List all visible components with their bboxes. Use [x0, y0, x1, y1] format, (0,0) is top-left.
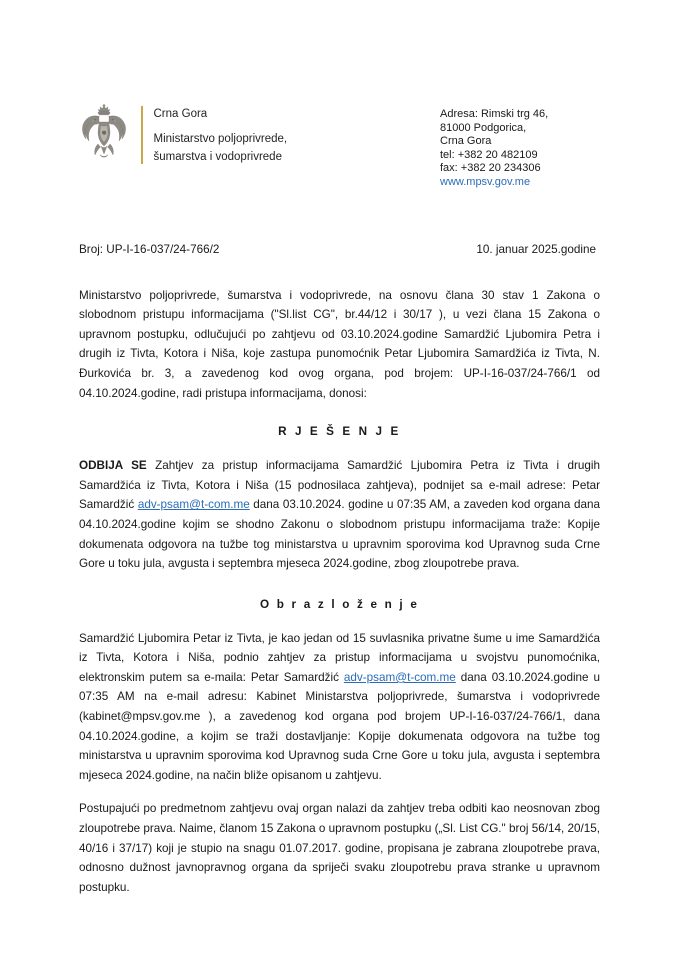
document-date: 10. januar 2025.godine — [476, 242, 596, 256]
explanation-heading: O b r a z l o ž e n j e — [259, 597, 420, 611]
reference-row — [79, 242, 600, 258]
contact-block — [440, 104, 600, 190]
document-number: Broj: UP-I-16-037/24-766/2 — [79, 242, 220, 256]
decision-text-before-email: Zahtjev za pristup informacijama Samardžić Ljubomira Petra iz Tivta i drugih Samardžića iz Tivta, Kotora i Niša (15 podnosilaca zahtjeva), podnijet sa e-mail adrese: Petar Samardžić — [79, 459, 600, 512]
decision-text-after-email: dana 03.10.2024. godine u 07:35 AM, a zaveden kod organa dana 04.10.2024.godine kojim se shodno Zakonu o slobodnom pristupu informacijama traže: Kopije dokumenata odgovora na tužbe tog ministarstva u upravnim sporovima kod Upravnog suda Crne Gore u toku jula, avgusta i septembra mjeseca 2024.godine, zbog zloupotrebe prava. — [79, 498, 600, 571]
explanation-text-after-email: dana 03.10.2024.godine u 07:35 AM na e-mail adresu: Kabinet Ministarstva poljoprivrede, šumarstva i vodoprivrede (kabinet@mpsv.gov.me ), a zavedenog kod organa pod brojem UP-I-16-037/24-766/1, dana 04.10.2024.godine, a kojim se traži dostavljanje: Kopije dokumenata odgovora na tužbe tog ministarstva u upravnim sporovima kod Upravnog suda Crne Gore u toku jula, avgusta i septembra mjeseca 2024.godine, na način bliže opisanom u zahtjevu. — [79, 670, 600, 782]
decision-heading: R J E Š E N J E — [278, 425, 401, 439]
address-line-1: Adresa: Rimski trg 46, — [440, 108, 549, 120]
explanation-paragraph-2: Postupajući po predmetnom zahtjevu ovaj organ nalazi da zahtjev treba odbiti kao neosnovan zbog zloupotrebe prava. Naime, članom 15 Zakona o upravnom postupku („Sl. List CG." broj 56/14, 20/15, 40/16 i 37/17) koji je stupio na snagu 01.07.2017. godine, propisana je zabrana zloupotrebe prava, odnosno dužnost javnopravnog organa da spriječi svaku zloupotrebu prava stranke u upravnom postupku. — [79, 802, 600, 894]
applicant-email-link-2[interactable]: adv-psam@t-com.me — [343, 670, 456, 684]
intro-paragraph: Ministarstvo poljoprivrede, šumarstva i vodoprivrede, na osnovu člana 30 stav 1 Zakona o slobodnom pristupu informacijama ("Sl.list CG", br.44/12 i 30/17 ), u vezi člana 15 Zakona o upravnom postupku, odlučujući po zahtjevu od 03.10.2024.godine Samardžić Ljubomira Petra i drugih iz Tivta, Kotora i Niša, koje zastupa punomoćnik Petar Ljubomira Samardžića iz Tivta, N. Đurkovića br. 3, a zavedenog kod ovog organa, pod brojem: UP-I-16-037/24-766/1 od 04.10.2024.godine, radi pristupa informacijama, donosi: — [79, 288, 600, 400]
website-link[interactable]: www.mpsv.gov.me — [440, 175, 531, 188]
fax: fax: +382 20 234306 — [440, 162, 541, 175]
brand-divider — [141, 106, 143, 164]
explanation-paragraph-1 — [79, 629, 600, 786]
brand-text — [154, 104, 288, 166]
ministry-brand — [79, 104, 287, 166]
decision-lead: ODBIJA SE — [79, 459, 147, 473]
ministry-name-line2: šumarstva i vodoprivrede — [153, 151, 282, 163]
address-line-3: Crna Gora — [440, 135, 492, 148]
explanation-text-before-email: Samardžić Ljubomira Petar iz Tivta, je kao jedan od 15 suvlasnika privatne šume u ime Samardžića iz Tivta, Kotora i Niša, podnio zahtjev za pristup informacijama u svojstvu punomoćnika, elektronskim putem sa e-maila: Petar Samardžić — [79, 631, 600, 684]
address-line-2: 81000 Podgorica, — [440, 121, 527, 134]
letterhead — [79, 0, 600, 190]
document-body — [79, 286, 600, 898]
montenegro-coat-of-arms-icon — [79, 104, 129, 166]
decision-paragraph — [79, 456, 600, 574]
telephone: tel: +382 20 482109 — [440, 148, 538, 161]
ministry-name-line1: Ministarstvo poljoprivrede, — [153, 133, 288, 145]
applicant-email-link[interactable]: adv-psam@t-com.me — [137, 498, 250, 512]
ministry-name — [154, 130, 288, 166]
country-name: Crna Gora — [153, 108, 208, 120]
